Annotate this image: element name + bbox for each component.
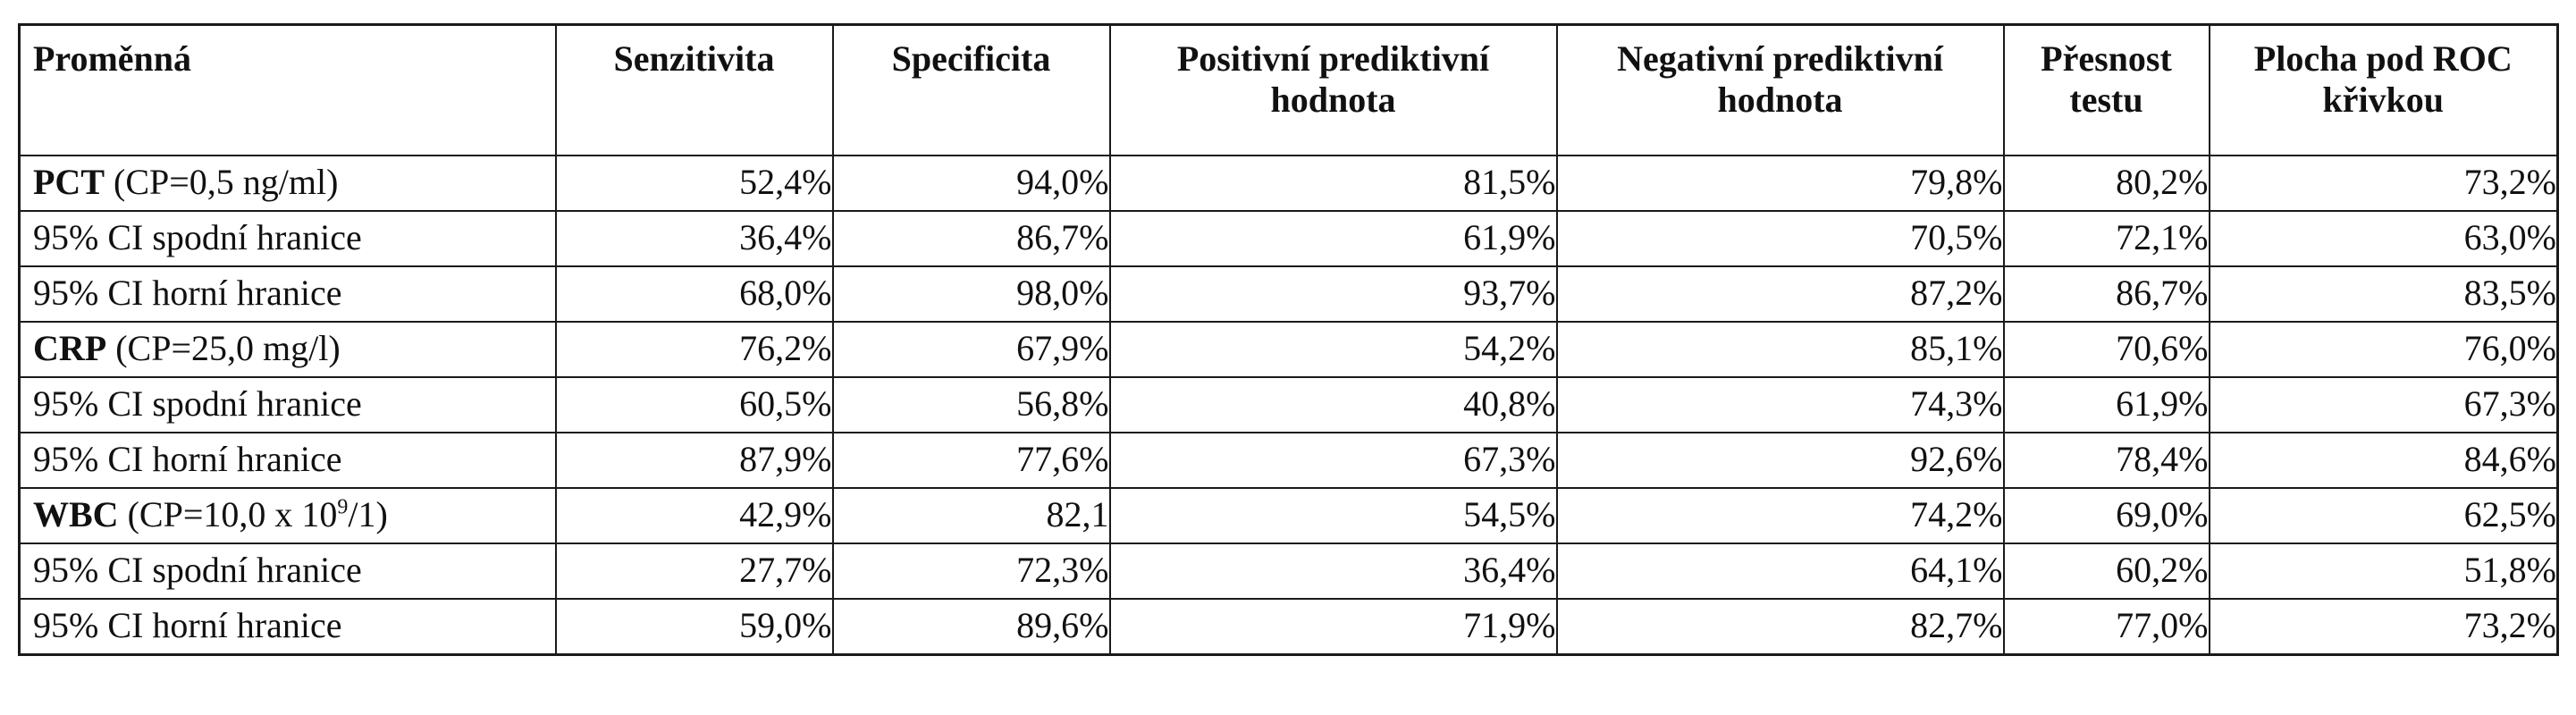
cell-value: 36,4% <box>1463 550 1556 590</box>
cell-value: 51,8% <box>2463 550 2556 590</box>
cell-ppv <box>1110 377 1557 433</box>
cell-auc <box>2210 377 2558 433</box>
cell-sensitivity <box>556 156 833 211</box>
cell-value: 67,9% <box>1016 328 1109 368</box>
cell-value: 72,1% <box>2116 217 2209 257</box>
row-label <box>20 156 556 211</box>
cell-value: 54,2% <box>1463 328 1556 368</box>
row-label-superscript: 9 <box>337 495 349 519</box>
cell-value: 61,9% <box>2116 383 2209 424</box>
cell-value: 54,5% <box>1463 494 1556 534</box>
cell-value: 92,6% <box>1910 439 2003 479</box>
cell-specificity <box>833 599 1110 655</box>
cell-value: 72,3% <box>1016 550 1109 590</box>
cell-ppv <box>1110 156 1557 211</box>
cell-npv <box>1557 322 2004 377</box>
row-label-text: 95% CI horní hranice <box>33 605 342 645</box>
row-label-bold: WBC <box>33 494 119 534</box>
cell-auc <box>2210 322 2558 377</box>
cell-specificity <box>833 543 1110 599</box>
cell-npv <box>1557 488 2004 543</box>
cell-accuracy <box>2004 599 2210 655</box>
cell-auc <box>2210 156 2558 211</box>
cell-ppv <box>1110 488 1557 543</box>
cell-accuracy <box>2004 266 2210 322</box>
cell-auc <box>2210 266 2558 322</box>
header-specificity: Specificita <box>833 25 1110 156</box>
cell-value: 52,4% <box>739 162 832 202</box>
row-label <box>20 433 556 488</box>
cell-auc <box>2210 543 2558 599</box>
cell-npv <box>1557 211 2004 266</box>
cell-npv <box>1557 599 2004 655</box>
row-label <box>20 322 556 377</box>
row-label-text: (CP=10,0 x 10 <box>118 494 338 534</box>
table-header <box>20 25 2558 156</box>
row-label <box>20 211 556 266</box>
table-row <box>20 488 2558 543</box>
cell-value: 82,1 <box>1046 494 1109 534</box>
cell-auc <box>2210 433 2558 488</box>
cell-accuracy <box>2004 433 2210 488</box>
header-sensitivity: Senzitivita <box>556 25 833 156</box>
cell-npv <box>1557 433 2004 488</box>
table-row <box>20 433 2558 488</box>
row-label-tail: /1) <box>348 494 388 534</box>
cell-value: 86,7% <box>2116 273 2209 313</box>
cell-sensitivity <box>556 599 833 655</box>
table-body <box>20 156 2558 655</box>
cell-specificity <box>833 156 1110 211</box>
cell-specificity <box>833 266 1110 322</box>
cell-value: 73,2% <box>2463 162 2556 202</box>
table-row <box>20 377 2558 433</box>
cell-accuracy <box>2004 543 2210 599</box>
cell-accuracy <box>2004 377 2210 433</box>
cell-ppv <box>1110 599 1557 655</box>
cell-ppv <box>1110 322 1557 377</box>
table-row <box>20 211 2558 266</box>
header-variable: Proměnná <box>20 25 556 156</box>
header-row <box>20 25 2558 156</box>
cell-value: 84,6% <box>2463 439 2556 479</box>
row-label <box>20 266 556 322</box>
cell-value: 40,8% <box>1463 383 1556 424</box>
cell-ppv <box>1110 433 1557 488</box>
row-label <box>20 543 556 599</box>
cell-value: 73,2% <box>2463 605 2556 645</box>
cell-value: 36,4% <box>739 217 832 257</box>
cell-value: 74,3% <box>1910 383 2003 424</box>
cell-value: 67,3% <box>1463 439 1556 479</box>
cell-value: 71,9% <box>1463 605 1556 645</box>
cell-value: 83,5% <box>2463 273 2556 313</box>
cell-value: 69,0% <box>2116 494 2209 534</box>
cell-value: 79,8% <box>1910 162 2003 202</box>
cell-npv <box>1557 156 2004 211</box>
table-row <box>20 543 2558 599</box>
header-accuracy: Přesnost testu <box>2004 25 2210 156</box>
cell-value: 61,9% <box>1463 217 1556 257</box>
row-label-text: 95% CI spodní hranice <box>33 383 362 424</box>
header-auc: Plocha pod ROC křivkou <box>2210 25 2558 156</box>
cell-accuracy <box>2004 488 2210 543</box>
cell-value: 77,0% <box>2116 605 2209 645</box>
cell-value: 60,2% <box>2116 550 2209 590</box>
cell-specificity <box>833 377 1110 433</box>
cell-ppv <box>1110 211 1557 266</box>
cell-npv <box>1557 543 2004 599</box>
cell-npv <box>1557 266 2004 322</box>
cell-value: 98,0% <box>1016 273 1109 313</box>
cell-value: 76,0% <box>2463 328 2556 368</box>
row-label-text: 95% CI horní hranice <box>33 439 342 479</box>
cell-specificity <box>833 488 1110 543</box>
cell-value: 67,3% <box>2463 383 2556 424</box>
cell-sensitivity <box>556 211 833 266</box>
cell-value: 81,5% <box>1463 162 1556 202</box>
cell-specificity <box>833 322 1110 377</box>
row-label-text: (CP=0,5 ng/ml) <box>105 162 339 202</box>
cell-value: 86,7% <box>1016 217 1109 257</box>
cell-value: 87,2% <box>1910 273 2003 313</box>
cell-value: 63,0% <box>2463 217 2556 257</box>
cell-sensitivity <box>556 488 833 543</box>
cell-accuracy <box>2004 156 2210 211</box>
row-label <box>20 488 556 543</box>
cell-value: 42,9% <box>739 494 832 534</box>
cell-value: 93,7% <box>1463 273 1556 313</box>
cell-value: 77,6% <box>1016 439 1109 479</box>
cell-value: 80,2% <box>2116 162 2209 202</box>
cell-value: 82,7% <box>1910 605 2003 645</box>
cell-sensitivity <box>556 543 833 599</box>
cell-value: 56,8% <box>1016 383 1109 424</box>
cell-value: 59,0% <box>739 605 832 645</box>
cell-value: 85,1% <box>1910 328 2003 368</box>
cell-ppv <box>1110 543 1557 599</box>
cell-value: 94,0% <box>1016 162 1109 202</box>
row-label-text: 95% CI horní hranice <box>33 273 342 313</box>
cell-value: 27,7% <box>739 550 832 590</box>
row-label-bold: CRP <box>33 328 107 368</box>
cell-ppv <box>1110 266 1557 322</box>
table-row <box>20 266 2558 322</box>
header-npv: Negativní prediktivní hodnota <box>1557 25 2004 156</box>
cell-sensitivity <box>556 377 833 433</box>
row-label-bold: PCT <box>33 162 105 202</box>
cell-auc <box>2210 488 2558 543</box>
cell-value: 78,4% <box>2116 439 2209 479</box>
row-label <box>20 377 556 433</box>
cell-specificity <box>833 433 1110 488</box>
cell-sensitivity <box>556 433 833 488</box>
table-row <box>20 322 2558 377</box>
cell-auc <box>2210 599 2558 655</box>
header-ppv: Positivní prediktivní hodnota <box>1110 25 1557 156</box>
cell-value: 62,5% <box>2463 494 2556 534</box>
cell-value: 68,0% <box>739 273 832 313</box>
cell-sensitivity <box>556 266 833 322</box>
cell-auc <box>2210 211 2558 266</box>
table-row <box>20 156 2558 211</box>
cell-value: 60,5% <box>739 383 832 424</box>
row-label-text: 95% CI spodní hranice <box>33 217 362 257</box>
cell-npv <box>1557 377 2004 433</box>
row-label <box>20 599 556 655</box>
cell-value: 64,1% <box>1910 550 2003 590</box>
cell-specificity <box>833 211 1110 266</box>
cell-accuracy <box>2004 211 2210 266</box>
cell-accuracy <box>2004 322 2210 377</box>
cell-value: 76,2% <box>739 328 832 368</box>
row-label-text: (CP=25,0 mg/l) <box>106 328 341 368</box>
cell-value: 70,5% <box>1910 217 2003 257</box>
cell-sensitivity <box>556 322 833 377</box>
cell-value: 74,2% <box>1910 494 2003 534</box>
table-row <box>20 599 2558 655</box>
cell-value: 70,6% <box>2116 328 2209 368</box>
row-label-text: 95% CI spodní hranice <box>33 550 362 590</box>
cell-value: 87,9% <box>739 439 832 479</box>
results-table <box>18 23 2559 656</box>
cell-value: 89,6% <box>1016 605 1109 645</box>
